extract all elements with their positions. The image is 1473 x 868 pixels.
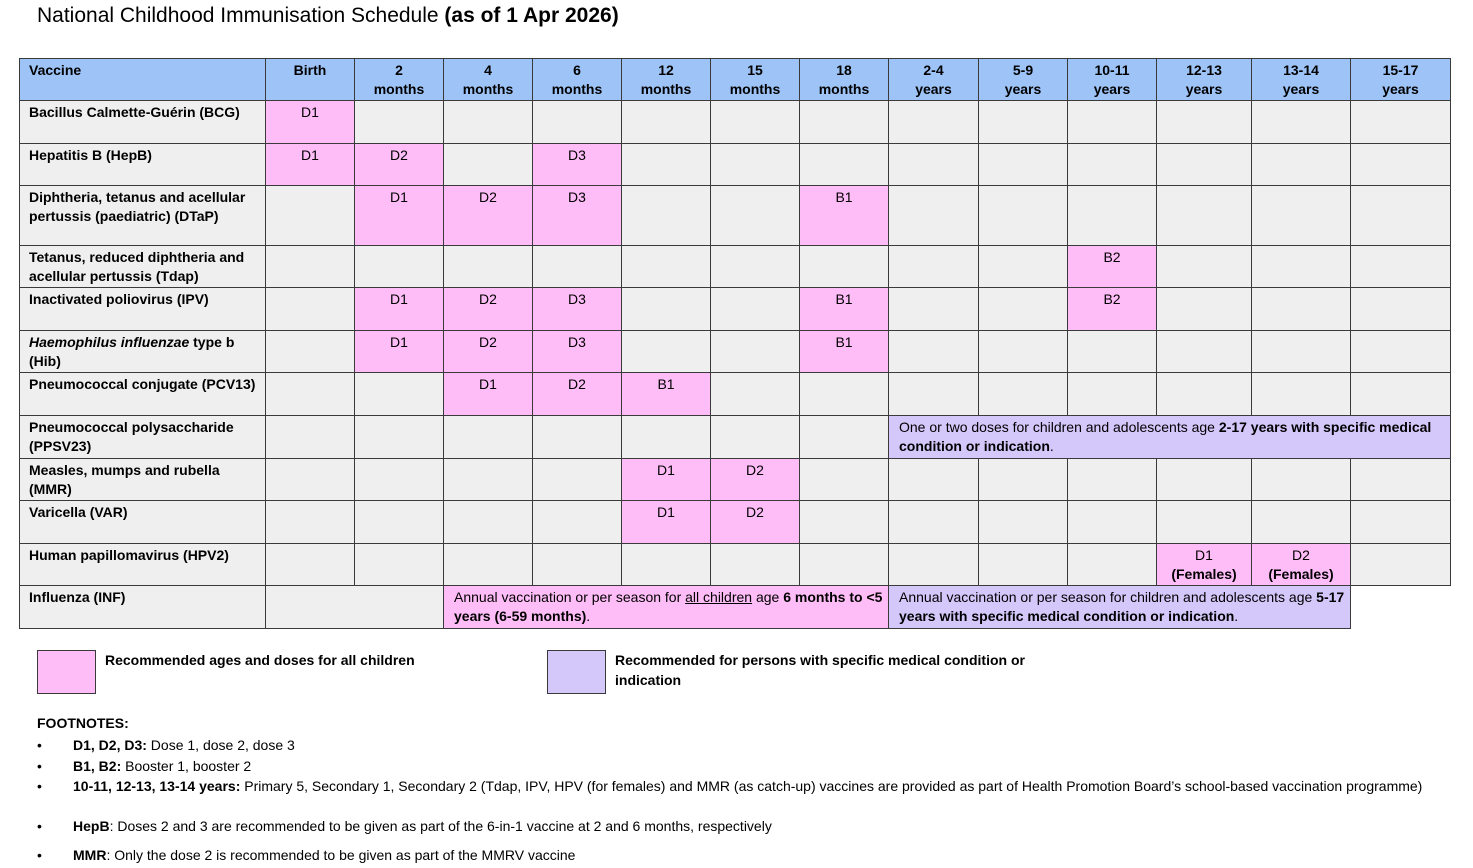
footnote-text: 10-11, 12-13, 13-14 years: Primary 5, Secondary 1, Secondary 2 (Tdap, IPV, HPV (for females) and MMR (as catch-up) vaccines are provided as part of Health Promotion Board’s school-based vaccination programme) [73, 778, 1423, 794]
empty-cell [1252, 144, 1351, 186]
column-header-vaccine: Vaccine [20, 59, 266, 101]
dose-cell: D2 [444, 288, 533, 331]
empty-cell [889, 144, 979, 186]
empty-cell [1252, 288, 1351, 331]
title-date: (as of 1 Apr 2026) [444, 4, 619, 27]
empty-cell [533, 416, 622, 459]
empty-cell [979, 246, 1068, 288]
empty-cell [1068, 373, 1157, 416]
empty-cell [800, 501, 889, 544]
empty-cell [533, 544, 622, 586]
empty-cell [1068, 544, 1157, 586]
bullet-icon: • [37, 737, 42, 753]
footnote-term: MMR [73, 847, 107, 863]
empty-cell [1068, 101, 1157, 144]
empty-cell [889, 101, 979, 144]
empty-cell [1351, 144, 1451, 186]
footnote-text: B1, B2: Booster 1, booster 2 [73, 758, 252, 774]
empty-cell [1157, 144, 1252, 186]
empty-cell [1351, 501, 1451, 544]
empty-cell [979, 459, 1068, 501]
vaccine-name: Hepatitis B (HepB) [20, 144, 266, 186]
vaccine-name-italic: Haemophilus influenzae [29, 334, 190, 350]
empty-cell [889, 459, 979, 501]
empty-cell [266, 416, 355, 459]
empty-cell [1157, 246, 1252, 288]
dose-cell: D2 [711, 501, 800, 544]
vaccine-name: Diphtheria, tetanus and acellular pertussis (paediatric) (DTaP) [20, 186, 266, 246]
dose-cell: D1 [622, 459, 711, 501]
empty-cell [800, 246, 889, 288]
empty-cell [1252, 186, 1351, 246]
footnote-term: D1, D2, D3: [73, 737, 147, 753]
dose-cell: D1 [355, 331, 444, 373]
empty-cell [355, 459, 444, 501]
vaccine-name: Haemophilus influenzae type b (Hib) [20, 331, 266, 373]
empty-cell [1252, 459, 1351, 501]
empty-cell [979, 373, 1068, 416]
empty-cell [711, 246, 800, 288]
empty-cell [266, 501, 355, 544]
empty-cell [266, 331, 355, 373]
footnotes-title: FOOTNOTES: [37, 715, 129, 731]
table-row [20, 331, 1451, 373]
vaccine-name: Varicella (VAR) [20, 501, 266, 544]
empty-cell [800, 416, 889, 459]
empty-cell [1252, 331, 1351, 373]
empty-cell [800, 544, 889, 586]
dose-cell: B1 [800, 186, 889, 246]
empty-cell [1351, 101, 1451, 144]
column-header-age: 4 months [444, 59, 533, 101]
dose-cell: D2 [355, 144, 444, 186]
column-header-age: 12-13 years [1157, 59, 1252, 101]
empty-cell [1252, 246, 1351, 288]
footnote-text: D1, D2, D3: Dose 1, dose 2, dose 3 [73, 737, 295, 753]
table-row [20, 544, 1451, 586]
dose-qualifier: (Females) [1171, 566, 1237, 582]
empty-cell [711, 544, 800, 586]
legend-swatch-all-children [37, 650, 96, 694]
schedule-table [19, 58, 1451, 629]
empty-cell [711, 416, 800, 459]
empty-cell [355, 544, 444, 586]
dose-cell: B2 [1068, 246, 1157, 288]
dose-cell: B1 [622, 373, 711, 416]
empty-cell [1157, 331, 1252, 373]
footnote-term: B1, B2: [73, 758, 122, 774]
legend-specific-label: Recommended for persons with specific medical condition or indication [615, 652, 1025, 688]
dose-cell: D2 [444, 186, 533, 246]
empty-cell [533, 246, 622, 288]
header-row [20, 59, 1451, 101]
empty-cell [1351, 288, 1451, 331]
dose-cell: D3 [533, 288, 622, 331]
table-row [20, 101, 1451, 144]
empty-cell [355, 501, 444, 544]
empty-cell [711, 373, 800, 416]
vaccine-name: Tetanus, reduced diphtheria and acellular pertussis (Tdap) [20, 246, 266, 288]
empty-cell [622, 186, 711, 246]
dose-cell: D3 [533, 186, 622, 246]
empty-cell [1068, 501, 1157, 544]
empty-cell [1157, 501, 1252, 544]
empty-cell [711, 331, 800, 373]
note-bold: 6 months to <5 years (6-59 months) [454, 589, 883, 624]
empty-cell [889, 246, 979, 288]
empty-cell [1252, 101, 1351, 144]
empty-cell [444, 416, 533, 459]
table-row [20, 373, 1451, 416]
footnote-term: HepB [73, 818, 110, 834]
bullet-icon: • [37, 778, 42, 794]
empty-cell [1351, 544, 1451, 586]
column-header-age: 12 months [622, 59, 711, 101]
empty-cell [622, 246, 711, 288]
table-row [20, 416, 1451, 459]
empty-cell [889, 544, 979, 586]
legend-swatch-specific [547, 650, 606, 694]
vaccine-name: Pneumococcal conjugate (PCV13) [20, 373, 266, 416]
dose-cell: D1 [266, 144, 355, 186]
dose-qualifier: (Females) [1268, 566, 1334, 582]
empty-cell [1252, 501, 1351, 544]
empty-cell [979, 144, 1068, 186]
column-header-age: 13-14 years [1252, 59, 1351, 101]
note-bold: 5-17 years with specific medical condition or indication [899, 589, 1345, 624]
title-main: National Childhood Immunisation Schedule [37, 4, 439, 27]
empty-cell [1157, 288, 1252, 331]
dose-cell: D3 [533, 144, 622, 186]
empty-cell [889, 288, 979, 331]
empty-cell [355, 246, 444, 288]
dose-cell: D1 [622, 501, 711, 544]
empty-cell [979, 101, 1068, 144]
empty-cell [1157, 101, 1252, 144]
column-header-age: 10-11 years [1068, 59, 1157, 101]
empty-cell [711, 288, 800, 331]
footnote-text: MMR: Only the dose 2 is recommended to be given as part of the MMRV vaccine [73, 847, 576, 863]
empty-cell [1068, 331, 1157, 373]
empty-cell [622, 101, 711, 144]
empty-cell [266, 459, 355, 501]
dose-cell: D2 [444, 331, 533, 373]
empty-cell [266, 373, 355, 416]
empty-cell [266, 544, 355, 586]
empty-cell [711, 144, 800, 186]
empty-cell [444, 544, 533, 586]
footnote-text: HepB: Doses 2 and 3 are recommended to be given as part of the 6-in-1 vaccine at 2 and 6 months, respectively [73, 818, 772, 834]
dose-cell: D2 [533, 373, 622, 416]
empty-cell [266, 186, 355, 246]
column-header-age: 15 months [711, 59, 800, 101]
empty-cell [1157, 459, 1252, 501]
empty-cell [711, 101, 800, 144]
dose-cell: D1 [444, 373, 533, 416]
column-header-age: 2 months [355, 59, 444, 101]
empty-cell [355, 416, 444, 459]
empty-cell [622, 416, 711, 459]
empty-cell [1068, 144, 1157, 186]
empty-cell [889, 331, 979, 373]
note-bold: 2-17 years with specific medical condition or indication [899, 419, 1432, 454]
empty-cell [444, 101, 533, 144]
empty-cell [979, 331, 1068, 373]
empty-cell [889, 186, 979, 246]
empty-cell [444, 246, 533, 288]
empty-cell [1351, 373, 1451, 416]
bullet-icon: • [37, 758, 42, 774]
specific-indication-note: One or two doses for children and adolescents age 2-17 years with specific medical condition or indication. [889, 416, 1451, 459]
empty-cell [1351, 246, 1451, 288]
vaccine-name: Inactivated poliovirus (IPV) [20, 288, 266, 331]
empty-cell [355, 101, 444, 144]
table-row [20, 186, 1451, 246]
column-header-age: 6 months [533, 59, 622, 101]
column-header-age: 18 months [800, 59, 889, 101]
dose-cell: B2 [1068, 288, 1157, 331]
page-title [37, 4, 619, 28]
table-row [20, 459, 1451, 501]
empty-cell [622, 331, 711, 373]
empty-cell [533, 101, 622, 144]
empty-cell [444, 501, 533, 544]
bullet-icon: • [37, 847, 42, 863]
empty-cell [622, 144, 711, 186]
empty-cell [622, 288, 711, 331]
empty-cell [711, 186, 800, 246]
empty-cell [266, 288, 355, 331]
column-header-age: 5-9 years [979, 59, 1068, 101]
empty-cell [1157, 373, 1252, 416]
empty-cell [1157, 186, 1252, 246]
note-underline: all children [685, 589, 753, 605]
dose-cell: D1 [266, 101, 355, 144]
vaccine-name: Human papillomavirus (HPV2) [20, 544, 266, 586]
dose-cell: D1 [355, 186, 444, 246]
empty-cell [979, 288, 1068, 331]
empty-cell [979, 544, 1068, 586]
dose-cell: D3 [533, 331, 622, 373]
table-row [20, 144, 1451, 186]
empty-cell [889, 501, 979, 544]
dose-cell: D1 (Females) [1157, 544, 1252, 586]
column-header-age: Birth [266, 59, 355, 101]
table-row [20, 586, 1451, 629]
bullet-icon: • [37, 818, 42, 834]
vaccine-name: Influenza (INF) [20, 586, 266, 629]
column-header-age: 15-17 years [1351, 59, 1451, 101]
empty-cell [444, 144, 533, 186]
dose-cell: B1 [800, 331, 889, 373]
dose-cell: D2 [711, 459, 800, 501]
vaccine-name: Measles, mumps and rubella (MMR) [20, 459, 266, 501]
empty-cell [1351, 186, 1451, 246]
empty-cell [800, 373, 889, 416]
influenza-all-children-note: Annual vaccination or per season for all children age 6 months to <5 years (6-59 months). [444, 586, 889, 629]
empty-cell [1351, 459, 1451, 501]
empty-cell [266, 246, 355, 288]
empty-cell [444, 459, 533, 501]
empty-cell [979, 186, 1068, 246]
influenza-specific-note: Annual vaccination or per season for children and adolescents age 5-17 years with specific medical condition or indication. [889, 586, 1351, 629]
empty-cell [622, 544, 711, 586]
empty-cell [800, 459, 889, 501]
empty-cell [800, 144, 889, 186]
table-row [20, 246, 1451, 288]
empty-cell [355, 373, 444, 416]
column-header-age: 2-4 years [889, 59, 979, 101]
empty-cell [1252, 373, 1351, 416]
dose-cell: B1 [800, 288, 889, 331]
table-row [20, 501, 1451, 544]
empty-cell [979, 501, 1068, 544]
dose-cell: D2 (Females) [1252, 544, 1351, 586]
dose-cell: D1 [355, 288, 444, 331]
legend-all-children-label: Recommended ages and doses for all children [105, 652, 415, 668]
table-row [20, 288, 1451, 331]
empty-cell [1068, 186, 1157, 246]
empty-cell [1068, 459, 1157, 501]
empty-cell [533, 501, 622, 544]
empty-cell [533, 459, 622, 501]
empty-cell [266, 586, 444, 629]
vaccine-name: Pneumococcal polysaccharide (PPSV23) [20, 416, 266, 459]
empty-cell [1351, 331, 1451, 373]
empty-cell [800, 101, 889, 144]
footnote-term: 10-11, 12-13, 13-14 years: [73, 778, 241, 794]
empty-cell [889, 373, 979, 416]
vaccine-name: Bacillus Calmette-Guérin (BCG) [20, 101, 266, 144]
